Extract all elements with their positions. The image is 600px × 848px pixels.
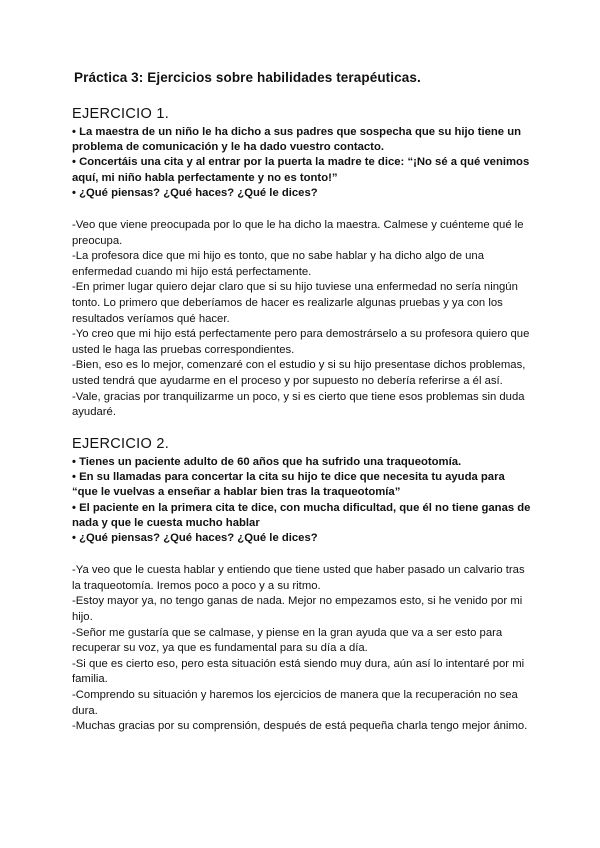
- exercise-bullet: • El paciente en la primera cita te dice, con mucha dificultad, que él no tiene ganas de nada y que le cuesta mucho hablar: [72, 501, 531, 529]
- exercise-bullet: • La maestra de un niño le ha dicho a sus padres que sospecha que su hijo tiene un problema de comunicación y le ha dado vuestro contacto.: [72, 126, 522, 154]
- exercise-heading: EJERCICIO 1.: [72, 106, 170, 122]
- dialogue-line: -Señor me gustaría que se calmase, y piense en la gran ayuda que va a ser esto para recuperar su voz, ya que es fundamental para su día a día.: [72, 626, 503, 655]
- document-title: Práctica 3: Ejercicios sobre habilidades terapéuticas.: [74, 70, 421, 85]
- dialogue-line: -La profesora dice que mi hijo es tonto, que no sabe hablar y ha dicho algo de una enfermedad cuando mi hijo está perfectamente.: [72, 250, 484, 278]
- dialogue-line: -Estoy mayor ya, no tengo ganas de nada. Mejor no empezamos esto, si he venido por mi hijo.: [72, 595, 523, 623]
- exercise-bullet: • Tienes un paciente adulto de 60 años que ha sufrido una traqueotomía.: [72, 456, 462, 468]
- dialogue-line: -Comprendo su situación y haremos los ejercicios de manera que la recuperación no sea dura.: [72, 688, 518, 717]
- exercise-bullet: • ¿Qué piensas? ¿Qué haces? ¿Qué le dices?: [72, 532, 318, 545]
- exercise-bullet: • Concertáis una cita y al entrar por la puerta la madre te dice: “¡No sé a qué venimos aquí, mi niño habla perfectamente y no es tonto!”: [72, 156, 530, 184]
- exercise-1: [72, 106, 532, 421]
- spacer: [72, 546, 532, 563]
- exercise-heading: EJERCICIO 2.: [72, 436, 170, 452]
- exercise-2: [72, 436, 532, 735]
- dialogue-line: -Veo que viene preocupada por lo que le ha dicho la maestra. Calmese y cuénteme qué le preocupa.: [72, 219, 524, 247]
- dialogue-line: -Si que es cierto eso, pero esta situación está siendo muy dura, aún así lo intentaré por mi familia.: [72, 657, 525, 686]
- exercise-bullet: • En su llamadas para concertar la cita su hijo te dice que necesita tu ayuda para “que le vuelvas a enseñar a hablar bien tras la traqueotomía”: [72, 471, 505, 499]
- spacer: [72, 201, 532, 218]
- dialogue-line: -Muchas gracias por su comprensión, después de está pequeña charla tengo mejor ánimo.: [72, 720, 528, 733]
- dialogue-line: -Yo creo que mi hijo está perfectamente pero para demostrárselo a su profesora quiero que usted le haga las pruebas correspondientes.: [72, 328, 530, 356]
- dialogue-line: -Vale, gracias por tranquilizarme un poco, y si es cierto que tiene esos problemas sin duda ayudaré.: [72, 390, 525, 419]
- exercise-bullet: • ¿Qué piensas? ¿Qué haces? ¿Qué le dices?: [72, 186, 318, 199]
- dialogue-line: -Bien, eso es lo mejor, comenzaré con el estudio y si su hijo presentase dichos problemas, usted tendrá que ayudarme en el proceso y por supuesto no debería referirse a él así.: [72, 359, 526, 387]
- dialogue-line: -Ya veo que le cuesta hablar y entiendo que tiene usted que haber pasado un calvario tras la traqueotomía. Iremos poco a poco y a su ritmo.: [72, 564, 525, 592]
- dialogue-line: -En primer lugar quiero dejar claro que si su hijo tuviese una enfermedad no sería ningún tonto. Lo primero que deberíamos de hacer es realizarle algunas pruebas y ya con los resultados veríamos qué hacer.: [72, 281, 518, 325]
